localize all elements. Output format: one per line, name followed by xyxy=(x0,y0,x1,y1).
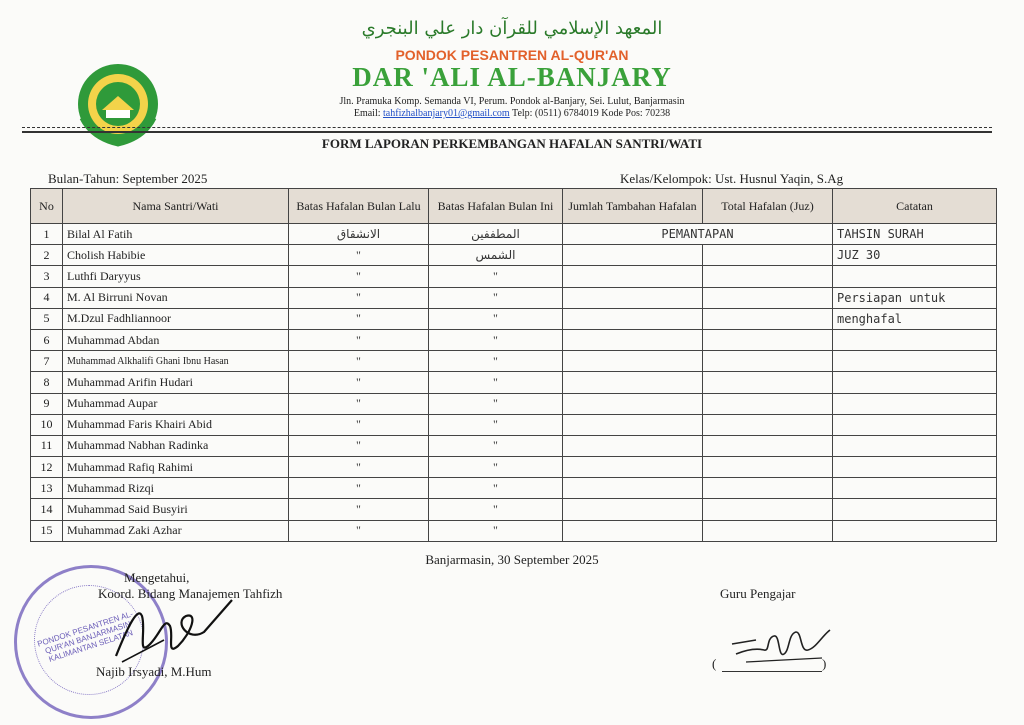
prev-limit: " xyxy=(289,520,429,541)
org-contact xyxy=(0,108,1024,119)
curr-limit: " xyxy=(429,414,563,435)
total-juz xyxy=(703,287,833,308)
arabic-org-name: المعهد الإسلامي للقرآن دار علي البنجري xyxy=(361,18,663,39)
curr-limit: " xyxy=(429,499,563,520)
total-juz xyxy=(703,266,833,287)
row-no: 12 xyxy=(31,457,63,478)
notes: Persiapan untuk xyxy=(833,287,997,308)
form-title: FORM LAPORAN PERKEMBANGAN HAFALAN SANTRI/WATI xyxy=(321,136,703,151)
total-juz xyxy=(703,351,833,372)
added-memorization xyxy=(563,308,703,329)
student-name: Muhammad Rizqi xyxy=(63,478,289,499)
added-memorization xyxy=(563,478,703,499)
prev-limit: " xyxy=(289,308,429,329)
curr-limit: " xyxy=(429,393,563,414)
prev-limit: " xyxy=(289,329,429,350)
total-juz xyxy=(703,457,833,478)
notes xyxy=(833,329,997,350)
curr-limit: " xyxy=(429,520,563,541)
total-juz xyxy=(703,520,833,541)
table-row xyxy=(31,499,997,520)
teacher-signature-icon xyxy=(726,624,836,670)
curr-limit: " xyxy=(429,308,563,329)
curr-limit: " xyxy=(429,457,563,478)
table-row xyxy=(31,266,997,287)
col-header-added: Jumlah Tambahan Hafalan xyxy=(563,189,703,224)
seal-text: PONDOK PESANTREN AL-QUR'AN BANJARMASIN KALIMANTAN SELATAN xyxy=(36,609,135,664)
notes: TAHSIN SURAH xyxy=(833,224,997,245)
table-row xyxy=(31,308,997,329)
notes: menghafal xyxy=(833,308,997,329)
added-memorization xyxy=(563,287,703,308)
student-name: Muhammad Zaki Azhar xyxy=(63,520,289,541)
curr-limit: الشمس xyxy=(429,245,563,266)
teacher-name-open: ( xyxy=(712,656,717,671)
notes xyxy=(833,372,997,393)
total-juz xyxy=(703,393,833,414)
notes xyxy=(833,351,997,372)
row-no: 13 xyxy=(31,478,63,499)
student-name: M. Al Birruni Novan xyxy=(63,287,289,308)
notes xyxy=(833,478,997,499)
notes xyxy=(833,414,997,435)
org-address: Jln. Pramuka Komp. Semanda VI, Perum. Pondok al-Banjary, Sei. Lulut, Banjarmasin xyxy=(339,96,685,107)
total-juz xyxy=(703,478,833,499)
student-name: M.Dzul Fadhliannoor xyxy=(63,308,289,329)
student-name: Muhammad Alkhalifi Ghani Ibnu Hasan xyxy=(63,351,289,372)
student-name: Muhammad Arifin Hudari xyxy=(63,372,289,393)
prev-limit: " xyxy=(289,457,429,478)
col-header-name: Nama Santri/Wati xyxy=(63,189,289,224)
table-row xyxy=(31,372,997,393)
student-name: Muhammad Faris Khairi Abid xyxy=(63,414,289,435)
row-no: 4 xyxy=(31,287,63,308)
table-row xyxy=(31,393,997,414)
row-no: 11 xyxy=(31,435,63,456)
email-label: Email: xyxy=(353,108,381,119)
table-row xyxy=(31,435,997,456)
student-name: Muhammad Abdan xyxy=(63,329,289,350)
email-link[interactable]: tahfizhalbanjary01@gmail.com xyxy=(383,108,510,119)
teacher-name-close: ) xyxy=(822,656,827,671)
curr-limit: " xyxy=(429,329,563,350)
student-name: Muhammad Aupar xyxy=(63,393,289,414)
added-memorization xyxy=(563,245,703,266)
row-no: 7 xyxy=(31,351,63,372)
added-memorization xyxy=(563,372,703,393)
header-divider-solid xyxy=(22,131,992,133)
notes xyxy=(833,457,997,478)
phone-text: Telp: (0511) 6784019 Kode Pos: 70238 xyxy=(512,108,671,119)
acknowledge-label: Mengetahui, xyxy=(124,570,190,585)
table-row xyxy=(31,414,997,435)
added-memorization xyxy=(563,499,703,520)
notes: JUZ 30 xyxy=(833,245,997,266)
student-name: Cholish Habibie xyxy=(63,245,289,266)
total-juz xyxy=(703,308,833,329)
class-group-label: Kelas/Kelompok: Ust. Husnul Yaqin, S.Ag xyxy=(620,171,844,186)
prev-limit: " xyxy=(289,435,429,456)
row-no: 1 xyxy=(31,224,63,245)
curr-limit: " xyxy=(429,372,563,393)
table-row xyxy=(31,329,997,350)
student-name: Muhammad Nabhan Radinka xyxy=(63,435,289,456)
curr-limit: " xyxy=(429,435,563,456)
period-label: Bulan-Tahun: September 2025 xyxy=(48,171,208,186)
coordinator-name: Najib Irsyadi, M.Hum xyxy=(96,664,212,679)
added-memorization xyxy=(563,520,703,541)
notes xyxy=(833,499,997,520)
coordinator-title: Koord. Bidang Manajemen Tahfizh xyxy=(98,586,283,601)
notes xyxy=(833,266,997,287)
row-no: 9 xyxy=(31,393,63,414)
coordinator-signature-icon xyxy=(108,596,238,668)
row-no: 2 xyxy=(31,245,63,266)
table-header-row xyxy=(31,189,997,224)
prev-limit: " xyxy=(289,499,429,520)
row-no: 14 xyxy=(31,499,63,520)
curr-limit: " xyxy=(429,351,563,372)
added-memorization xyxy=(563,457,703,478)
row-no: 15 xyxy=(31,520,63,541)
prev-limit: " xyxy=(289,478,429,499)
prev-limit: " xyxy=(289,245,429,266)
total-juz xyxy=(703,329,833,350)
added-memorization xyxy=(563,266,703,287)
col-header-no: No xyxy=(31,189,63,224)
student-name: Luthfi Daryyus xyxy=(63,266,289,287)
added-memorization xyxy=(563,414,703,435)
table-row xyxy=(31,245,997,266)
student-name: Muhammad Said Busyiri xyxy=(63,499,289,520)
place-date: Banjarmasin, 30 September 2025 xyxy=(425,552,599,567)
added-memorization xyxy=(563,435,703,456)
notes xyxy=(833,435,997,456)
org-subtitle: PONDOK PESANTREN AL-QUR'AN xyxy=(395,47,629,63)
added-memorization xyxy=(563,329,703,350)
col-header-notes: Catatan xyxy=(833,189,997,224)
prev-limit: " xyxy=(289,266,429,287)
curr-limit: " xyxy=(429,266,563,287)
added-memorization: PEMANTAPAN xyxy=(563,224,833,245)
prev-limit: " xyxy=(289,393,429,414)
row-no: 10 xyxy=(31,414,63,435)
table-row xyxy=(31,478,997,499)
student-name: Bilal Al Fatih xyxy=(63,224,289,245)
row-no: 3 xyxy=(31,266,63,287)
prev-limit: " xyxy=(289,372,429,393)
notes xyxy=(833,393,997,414)
prev-limit: " xyxy=(289,414,429,435)
prev-limit: " xyxy=(289,287,429,308)
row-no: 6 xyxy=(31,329,63,350)
prev-limit: " xyxy=(289,351,429,372)
teacher-name-line xyxy=(722,671,822,672)
curr-limit: " xyxy=(429,287,563,308)
col-header-total: Total Hafalan (Juz) xyxy=(703,189,833,224)
header-divider-dashed xyxy=(22,127,992,128)
table-row xyxy=(31,224,997,245)
curr-limit: " xyxy=(429,478,563,499)
memorization-table xyxy=(30,188,997,542)
student-name: Muhammad Rafiq Rahimi xyxy=(63,457,289,478)
total-juz xyxy=(703,372,833,393)
added-memorization xyxy=(563,393,703,414)
table-row xyxy=(31,351,997,372)
total-juz xyxy=(703,435,833,456)
org-name: DAR 'ALI AL-BANJARY xyxy=(352,62,672,92)
teacher-title: Guru Pengajar xyxy=(720,586,796,601)
notes xyxy=(833,520,997,541)
total-juz xyxy=(703,499,833,520)
col-header-curr: Batas Hafalan Bulan Ini xyxy=(429,189,563,224)
table-row xyxy=(31,287,997,308)
prev-limit: الانشقاق xyxy=(289,224,429,245)
table-row xyxy=(31,520,997,541)
table-row xyxy=(31,457,997,478)
added-memorization xyxy=(563,351,703,372)
row-no: 8 xyxy=(31,372,63,393)
total-juz xyxy=(703,414,833,435)
row-no: 5 xyxy=(31,308,63,329)
curr-limit: المطففين xyxy=(429,224,563,245)
col-header-prev: Batas Hafalan Bulan Lalu xyxy=(289,189,429,224)
total-juz xyxy=(703,245,833,266)
